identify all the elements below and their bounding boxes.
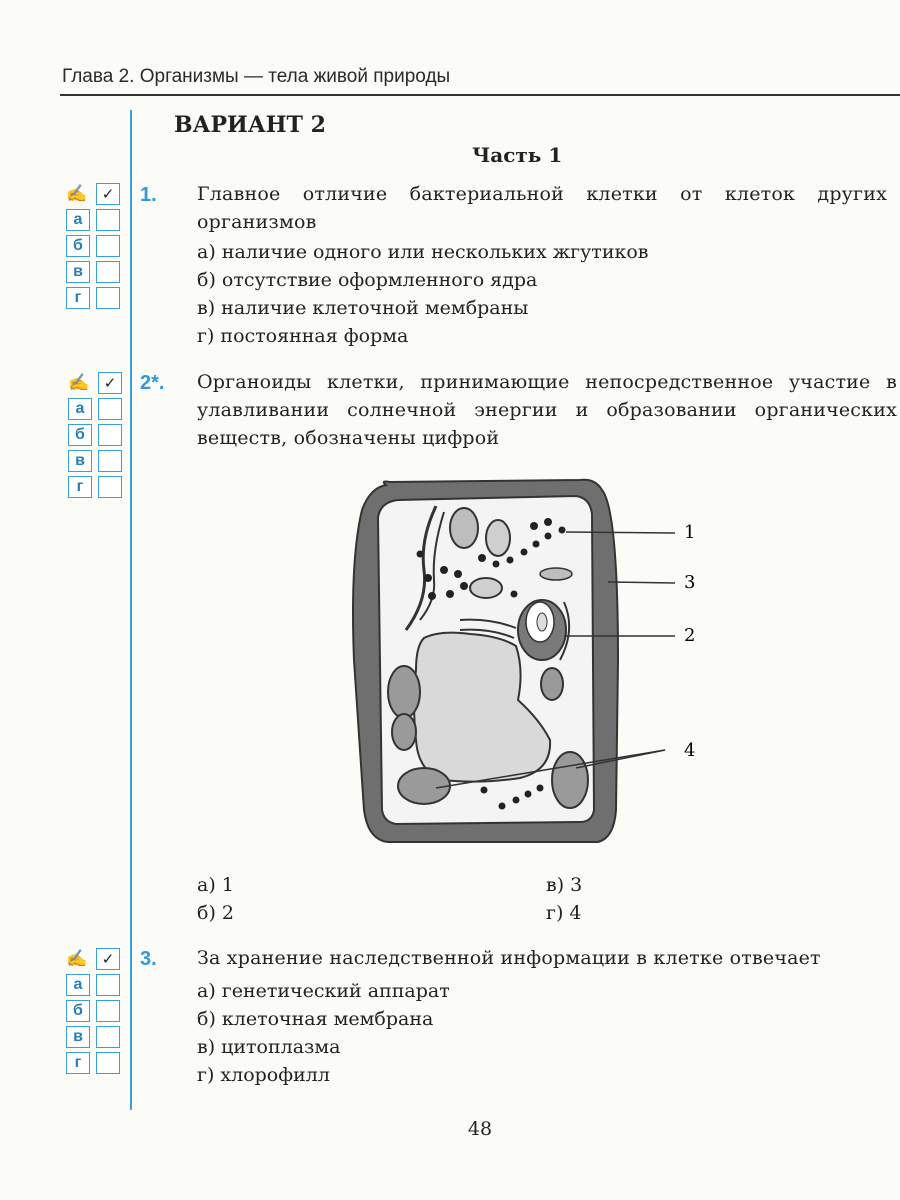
mitochondrion bbox=[470, 578, 502, 598]
chapter-header: Глава 2. Организмы — тела живой природы bbox=[62, 66, 451, 87]
pen-icon: ✍ bbox=[66, 949, 88, 969]
answer-label-a: а bbox=[66, 209, 90, 231]
option-a: а) генетический аппарат bbox=[197, 980, 450, 1002]
answer-box-b[interactable] bbox=[96, 1000, 120, 1022]
answer-label-v: в bbox=[68, 450, 92, 472]
answer-label-b: б bbox=[66, 235, 90, 257]
option-a: а) 1 bbox=[197, 874, 234, 896]
chloroplast bbox=[552, 752, 588, 808]
chloroplast bbox=[541, 668, 563, 700]
leader-line-3 bbox=[608, 582, 675, 583]
answer-label-b: б bbox=[66, 1000, 90, 1022]
answer-label-b: б bbox=[68, 424, 92, 446]
answer-label-g: г bbox=[66, 1052, 90, 1074]
answer-label-a: а bbox=[68, 398, 92, 420]
chloroplast bbox=[392, 714, 416, 750]
leader-line-1 bbox=[566, 532, 675, 533]
answer-box-a[interactable] bbox=[98, 398, 122, 420]
question-number: 2*. bbox=[140, 372, 165, 394]
answer-box-g[interactable] bbox=[98, 476, 122, 498]
option-b: б) 2 bbox=[197, 902, 234, 924]
question-text: Органоиды клетки, принимающие непосредственное участие в улавливании солнечной энергии и образовании органических веществ, обозначены цифрой bbox=[197, 371, 897, 449]
option-v: в) 3 bbox=[546, 874, 583, 896]
option-a: а) наличие одного или нескольких жгутиков bbox=[197, 241, 649, 263]
answer-label-g: г bbox=[68, 476, 92, 498]
option-b: б) клеточная мембрана bbox=[197, 1008, 434, 1030]
answer-box-g[interactable] bbox=[96, 287, 120, 309]
check-icon[interactable]: ✓ bbox=[96, 183, 120, 205]
chloroplast bbox=[388, 666, 420, 718]
answer-box-v[interactable] bbox=[96, 261, 120, 283]
margin-line bbox=[130, 110, 132, 1110]
golgi bbox=[540, 568, 572, 580]
variant-title: ВАРИАНТ 2 bbox=[174, 112, 326, 138]
figure-label-2: 2 bbox=[684, 625, 696, 646]
nucleus-inner bbox=[537, 613, 547, 631]
answer-box-b[interactable] bbox=[98, 424, 122, 446]
answer-label-a: а bbox=[66, 974, 90, 996]
header-rule bbox=[60, 94, 900, 96]
mitochondrion bbox=[486, 520, 510, 556]
answer-box-a[interactable] bbox=[96, 974, 120, 996]
answer-box-v[interactable] bbox=[98, 450, 122, 472]
option-g: г) 4 bbox=[546, 902, 582, 924]
organelle bbox=[450, 508, 478, 548]
option-v: в) наличие клеточной мембраны bbox=[197, 297, 529, 319]
option-b: б) отсутствие оформленного ядра bbox=[197, 269, 538, 291]
answer-box-a[interactable] bbox=[96, 209, 120, 231]
question-number: 3. bbox=[140, 948, 157, 970]
option-v: в) цитоплазма bbox=[197, 1036, 341, 1058]
option-g: г) постоянная форма bbox=[197, 325, 409, 347]
chloroplast bbox=[398, 768, 450, 804]
pen-icon: ✍ bbox=[66, 184, 88, 204]
check-icon[interactable]: ✓ bbox=[98, 372, 122, 394]
answer-box-v[interactable] bbox=[96, 1026, 120, 1048]
page-number: 48 bbox=[467, 1118, 493, 1140]
question-number: 1. bbox=[140, 184, 157, 206]
figure-label-3: 3 bbox=[684, 572, 696, 593]
plant-cell-figure bbox=[340, 470, 720, 870]
part-title: Часть 1 bbox=[472, 143, 563, 167]
figure-label-1: 1 bbox=[684, 522, 696, 543]
answer-box-b[interactable] bbox=[96, 235, 120, 257]
answer-label-g: г bbox=[66, 287, 90, 309]
option-g: г) хлорофилл bbox=[197, 1064, 330, 1086]
answer-label-v: в bbox=[66, 1026, 90, 1048]
figure-label-4: 4 bbox=[684, 740, 696, 761]
answer-box-g[interactable] bbox=[96, 1052, 120, 1074]
question-text: Главное отличие бактериальной клетки от клеток других организмов bbox=[197, 183, 887, 233]
question-text: За хранение наследственной информации в клетке отвечает bbox=[197, 947, 821, 969]
check-icon[interactable]: ✓ bbox=[96, 948, 120, 970]
answer-label-v: в bbox=[66, 261, 90, 283]
pen-icon: ✍ bbox=[68, 373, 90, 393]
